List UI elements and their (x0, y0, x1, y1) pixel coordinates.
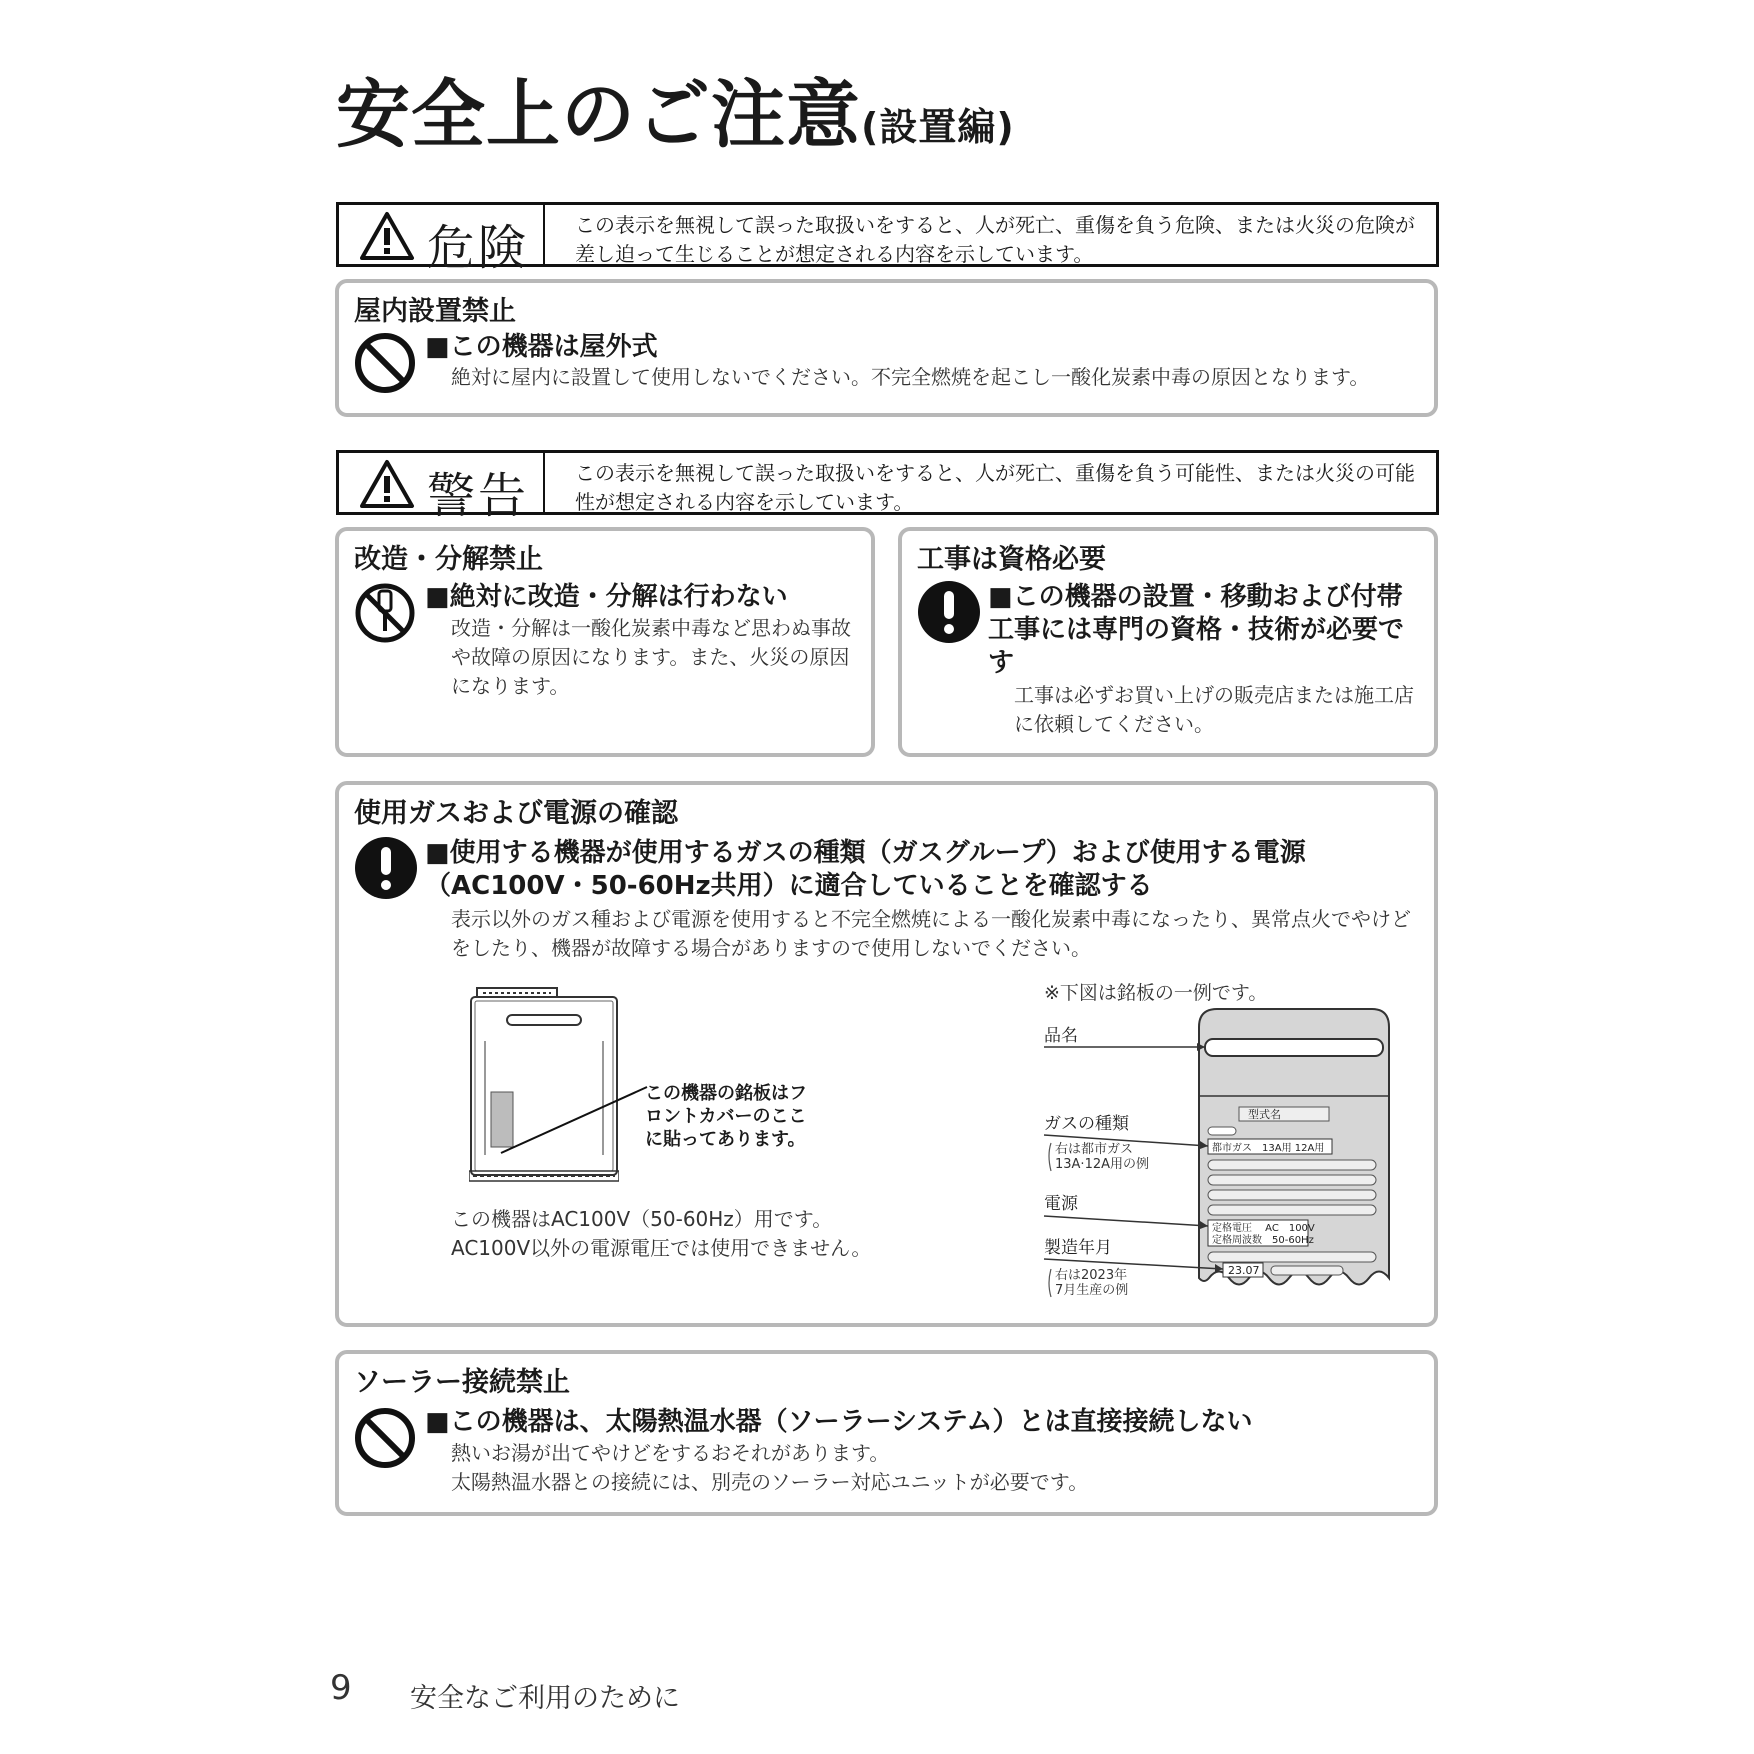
qualified-body: 工事は必ずお買い上げの販売店または施工店に依頼してください。 (1014, 683, 1414, 736)
gas-lead: ■使用する機器が使用するガスの種類（ガスグループ）および使用する電源（AC100V・50-60Hz共用）に適合していることを確認する (425, 838, 1306, 901)
danger-header (336, 202, 1439, 276)
solar-body1: 熱いお湯が出てやけどをするおそれがあります。 (451, 1441, 890, 1465)
label-gas: ガスの種類 (1044, 1114, 1129, 1134)
no-disassembly-icon (353, 581, 417, 645)
footer-section: 安全なご利用のために (410, 1683, 680, 1714)
modify-title: 改造・分解禁止 (354, 544, 543, 575)
nameplate-frequency: 定格周波数 50-60Hz (1212, 1235, 1314, 1246)
qualified-title: 工事は資格必要 (917, 544, 1106, 575)
prohibited-icon (353, 331, 417, 395)
solar-lead: ■この機器は、太陽熱温水器（ソーラーシステム）とは直接接続しない (425, 1407, 1253, 1437)
indoor-title: 屋内設置禁止 (354, 296, 516, 327)
danger-label-cell (339, 205, 545, 276)
modify-body: 改造・分解は一酸化炭素中毒など思わぬ事故や故障の原因になります。また、火災の原因になります。 (451, 616, 851, 698)
label-gas-note2: 13A·12A用の例 (1055, 1157, 1150, 1172)
label-date-note1: 右は2023年 (1055, 1268, 1128, 1283)
nameplate-diagram (1039, 1003, 1411, 1313)
warning-label: 警告 (427, 468, 530, 524)
nameplate-model: 型式名 (1248, 1108, 1281, 1121)
nameplate-callout: この機器の銘板はフロントカバーのここに貼ってあります。 (645, 1083, 807, 1150)
page-title (336, 72, 1015, 158)
label-date-note2: 7月生産の例 (1055, 1283, 1129, 1298)
warning-header (336, 450, 1439, 524)
voltage-line1: この機器はAC100V（50-60Hz）用です。 (451, 1207, 833, 1231)
label-product: 品名 (1044, 1026, 1078, 1046)
solar-body2: 太陽熱温水器との接続には、別売のソーラー対応ユニットが必要です。 (451, 1470, 1089, 1494)
nameplate-note: ※下図は銘板の一例です。 (1044, 982, 1268, 1004)
mandatory-icon (916, 579, 982, 645)
solar-title: ソーラー接続禁止 (354, 1367, 570, 1398)
prohibited-icon (353, 1406, 417, 1470)
title-sub: (設置編) (861, 105, 1015, 149)
warning-triangle-icon (359, 459, 415, 509)
voltage-line2: AC100V以外の電源電圧では使用できません。 (451, 1236, 872, 1260)
qualified-lead: ■この機器の設置・移動および付帯工事には専門の資格・技術が必要です (988, 582, 1405, 678)
title-main: 安全上のご注意 (336, 72, 861, 158)
solar-box (335, 1350, 1438, 1516)
nameplate-voltage: 定格電圧 AC 100V (1212, 1223, 1315, 1234)
qualified-box (898, 527, 1438, 757)
nameplate-date: 23.07 (1228, 1264, 1260, 1277)
label-power: 電源 (1044, 1194, 1078, 1214)
modify-lead: ■絶対に改造・分解は行わない (425, 582, 788, 612)
indoor-box (335, 279, 1438, 417)
page-number: 9 (330, 1668, 352, 1708)
gas-title: 使用ガスおよび電源の確認 (354, 798, 678, 829)
indoor-lead: ■この機器は屋外式 (425, 332, 658, 362)
label-gas-note1: 右は都市ガス (1055, 1142, 1134, 1157)
label-date: 製造年月 (1044, 1238, 1112, 1258)
danger-description: この表示を無視して誤った取扱いをすると、人が死亡、重傷を負う危険、または火災の危険が差し迫って生じることが想定される内容を示しています。 (575, 213, 1415, 266)
gas-box (335, 781, 1438, 1327)
nameplate-gas-value: 都市ガス 13A用 12A用 (1212, 1143, 1325, 1154)
callout-line (499, 1085, 649, 1155)
warning-label-cell (339, 453, 545, 524)
modify-box (335, 527, 875, 757)
gas-body: 表示以外のガス種および電源を使用すると不完全燃焼による一酸化炭素中毒になったり、異常点火でやけどをしたり、機器が故障する場合がありますので使用しないでください。 (451, 907, 1411, 960)
warning-triangle-icon (359, 211, 415, 261)
warning-description: この表示を無視して誤った取扱いをすると、人が死亡、重傷を負う可能性、または火災の可能性が想定される内容を示しています。 (575, 461, 1415, 514)
danger-label: 危険 (427, 220, 530, 276)
indoor-body: 絶対に屋内に設置して使用しないでください。不完全燃焼を起こし一酸化炭素中毒の原因となります。 (451, 365, 1370, 389)
mandatory-icon (353, 835, 419, 901)
